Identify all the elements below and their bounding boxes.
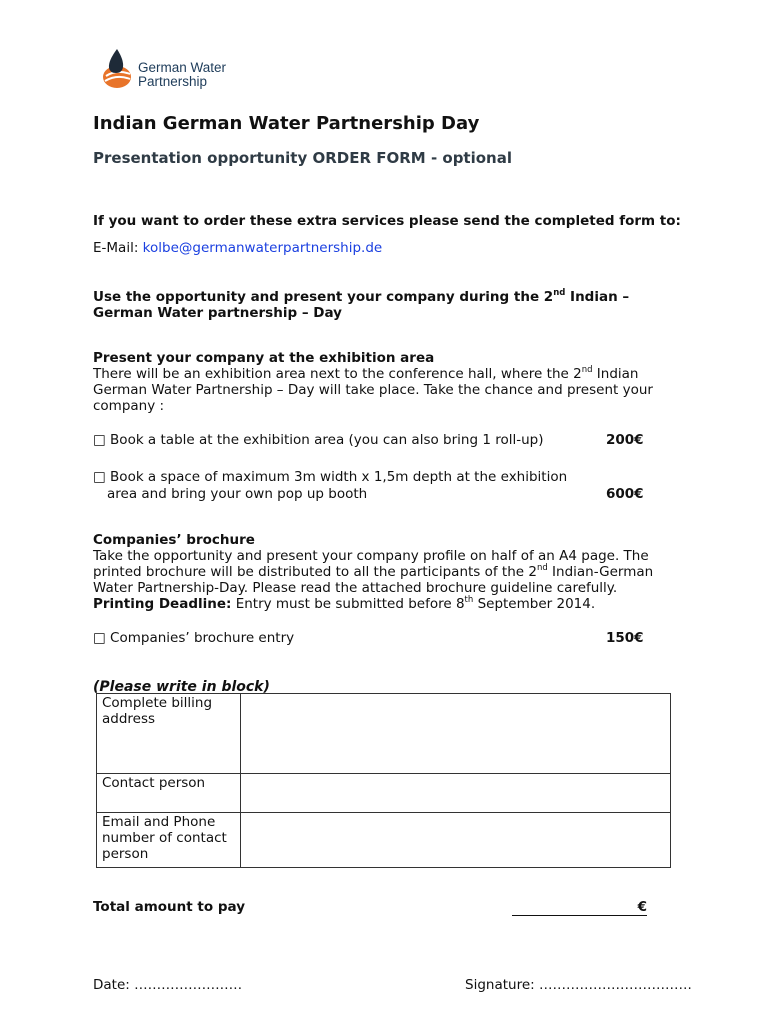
email-label: E-Mail: [93, 240, 143, 256]
brochure-text-line3: Water Partnership-Day. Please read the attached brochure guideline carefully. [93, 580, 618, 596]
contact-person-field[interactable] [241, 774, 671, 813]
ordinal-sup: nd [553, 288, 566, 298]
billing-address-label [97, 694, 241, 774]
email-phone-label [97, 813, 241, 868]
email-phone-field[interactable] [241, 813, 671, 868]
page-subtitle: Presentation opportunity ORDER FORM - optional [93, 149, 512, 167]
logo-text-line2: Partnership [138, 74, 208, 89]
exhibition-text-line1 [93, 366, 638, 382]
brochure-text: printed brochure will be distributed to all the participants of the 2 [93, 564, 537, 580]
exhibition-text-end: Indian [592, 366, 639, 382]
total-amount-field[interactable] [512, 899, 647, 916]
price-brochure-entry: 150€ [606, 630, 644, 646]
exhibition-text-line2: German Water Partnership – Day will take place. Take the chance and present your [93, 382, 653, 398]
opportunity-text-end: Indian – [565, 289, 630, 305]
billing-address-label-text: Complete billing address [102, 695, 213, 727]
brochure-text-line2 [93, 564, 653, 580]
deadline-text: Entry must be submitted before 8 [231, 596, 465, 612]
option-brochure-entry[interactable]: □ Companies’ brochure entry [93, 630, 295, 646]
printing-deadline [93, 596, 595, 612]
ordinal-sup: nd [581, 365, 593, 375]
option-exhibition-space-line2: area and bring your own pop up booth [107, 486, 368, 502]
signature-field[interactable]: Signature: ……………………………. [465, 977, 692, 993]
email-link[interactable]: kolbe@germanwaterpartnership.de [142, 240, 383, 256]
table-row [97, 813, 671, 868]
opportunity-heading-line2: German Water partnership – Day [93, 305, 342, 321]
table-row [97, 694, 671, 774]
logo-text-line1: German Water [138, 60, 227, 75]
exhibition-text: There will be an exhibition area next to the conference hall, where the 2 [93, 366, 582, 382]
email-phone-label-text: Email and Phone number of contact person [102, 814, 227, 862]
billing-table [96, 693, 671, 868]
brochure-text-line1: Take the opportunity and present your company profile on half of an A4 page. The [93, 548, 649, 564]
option-exhibition-space[interactable]: □ Book a space of maximum 3m width x 1,5m depth at the exhibition [93, 469, 568, 485]
exhibition-text-line3: company : [93, 398, 165, 414]
ordinal-sup: th [464, 595, 474, 605]
billing-address-field[interactable] [241, 694, 671, 774]
date-field[interactable]: Date: …………………… [93, 977, 243, 993]
billing-heading: (Please write in block) [93, 679, 270, 695]
ordinal-sup: nd [536, 563, 548, 573]
contact-person-label: Contact person [97, 774, 241, 813]
opportunity-heading-line1 [93, 289, 629, 305]
logo-icon [100, 47, 136, 89]
total-label: Total amount to pay [93, 899, 245, 915]
option-exhibition-table[interactable]: □ Book a table at the exhibition area (you can also bring 1 roll-up) [93, 432, 544, 448]
send-instruction: If you want to order these extra services please send the completed form to: [93, 213, 681, 229]
brochure-text-end: Indian-German [547, 564, 654, 580]
price-exhibition-table: 200€ [606, 432, 644, 448]
exhibition-heading: Present your company at the exhibition area [93, 350, 435, 366]
deadline-text-end: September 2014. [473, 596, 596, 612]
page-title: Indian German Water Partnership Day [93, 113, 480, 134]
deadline-label: Printing Deadline: [93, 596, 232, 612]
currency-symbol: € [637, 899, 647, 915]
brochure-heading: Companies’ brochure [93, 532, 255, 548]
price-exhibition-space: 600€ [606, 486, 644, 502]
opportunity-text: Use the opportunity and present your company during the 2 [93, 289, 554, 305]
table-row [97, 774, 671, 813]
email-line [93, 240, 382, 256]
